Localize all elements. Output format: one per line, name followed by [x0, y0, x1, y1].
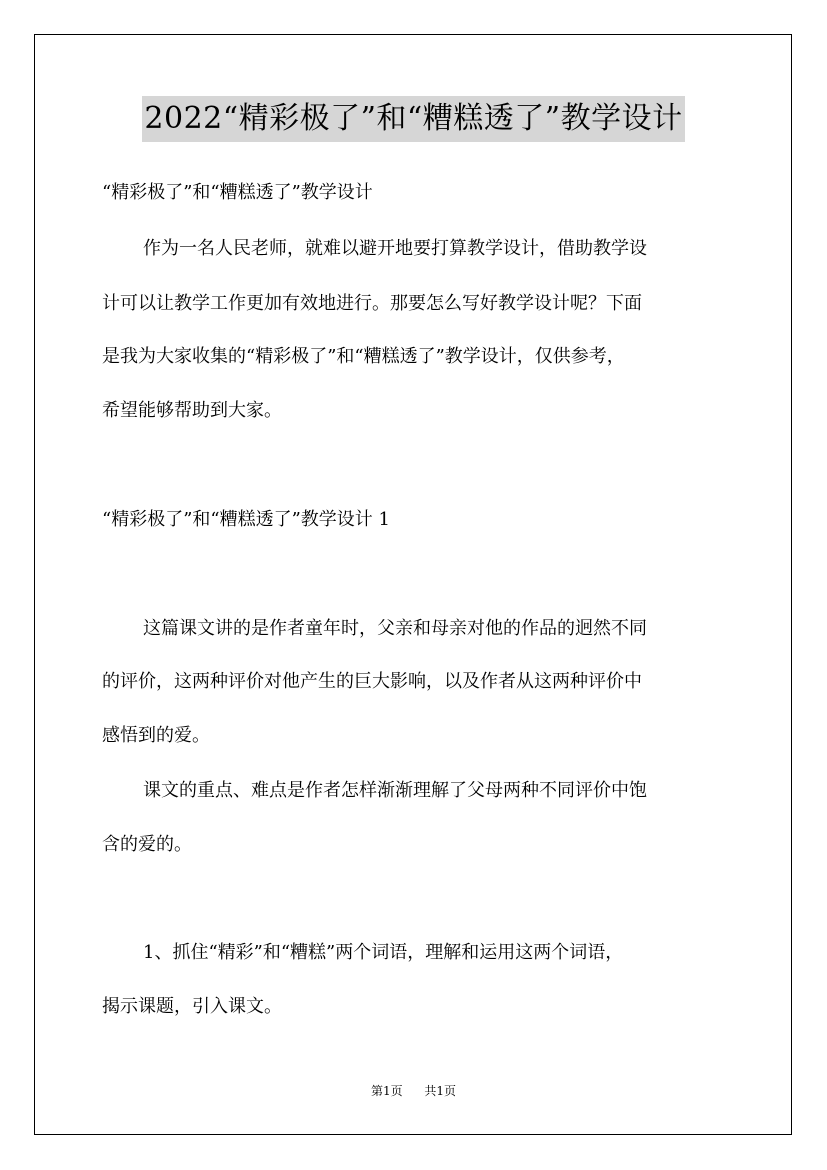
paragraph-line: 感悟到的爱。: [102, 725, 210, 746]
paragraph-line: 揭示课题，引入课文。: [102, 996, 282, 1017]
paragraph-line: 希望能够帮助到大家。: [102, 400, 282, 421]
paragraph-line: 这篇课文讲的是作者童年时，父亲和母亲对他的作品的迥然不同: [143, 618, 647, 639]
paragraph-line: 是我为大家收集的“精彩极了”和“糟糕透了”教学设计，仅供参考，: [102, 346, 625, 367]
section-heading: “精彩极了”和“糟糕透了”教学设计 1: [102, 509, 390, 530]
subtitle-line: “精彩极了”和“糟糕透了”教学设计: [102, 182, 373, 203]
title-container: [0, 96, 827, 142]
paragraph-line: 作为一名人民老师，就难以避开地要打算教学设计，借助教学设: [143, 238, 647, 259]
paragraph-line: 课文的重点、难点是作者怎样渐渐理解了父母两种不同评价中饱: [143, 780, 647, 801]
paragraph-line: 计可以让教学工作更加有效地进行。那要怎么写好教学设计呢？下面: [102, 293, 642, 314]
page-number-total: 共1页: [424, 1084, 456, 1098]
paragraph-line: 含的爱的。: [102, 834, 192, 855]
document-title: 2022“精彩极了”和“糟糕透了”教学设计: [142, 96, 684, 142]
paragraph-line: 1、抓住“精彩”和“糟糕”两个词语，理解和运用这两个词语，: [143, 942, 624, 963]
page-number-current: 第1页: [371, 1084, 403, 1098]
page-footer: [0, 1083, 827, 1099]
paragraph-line: 的评价，这两种评价对他产生的巨大影响，以及作者从这两种评价中: [102, 671, 642, 692]
